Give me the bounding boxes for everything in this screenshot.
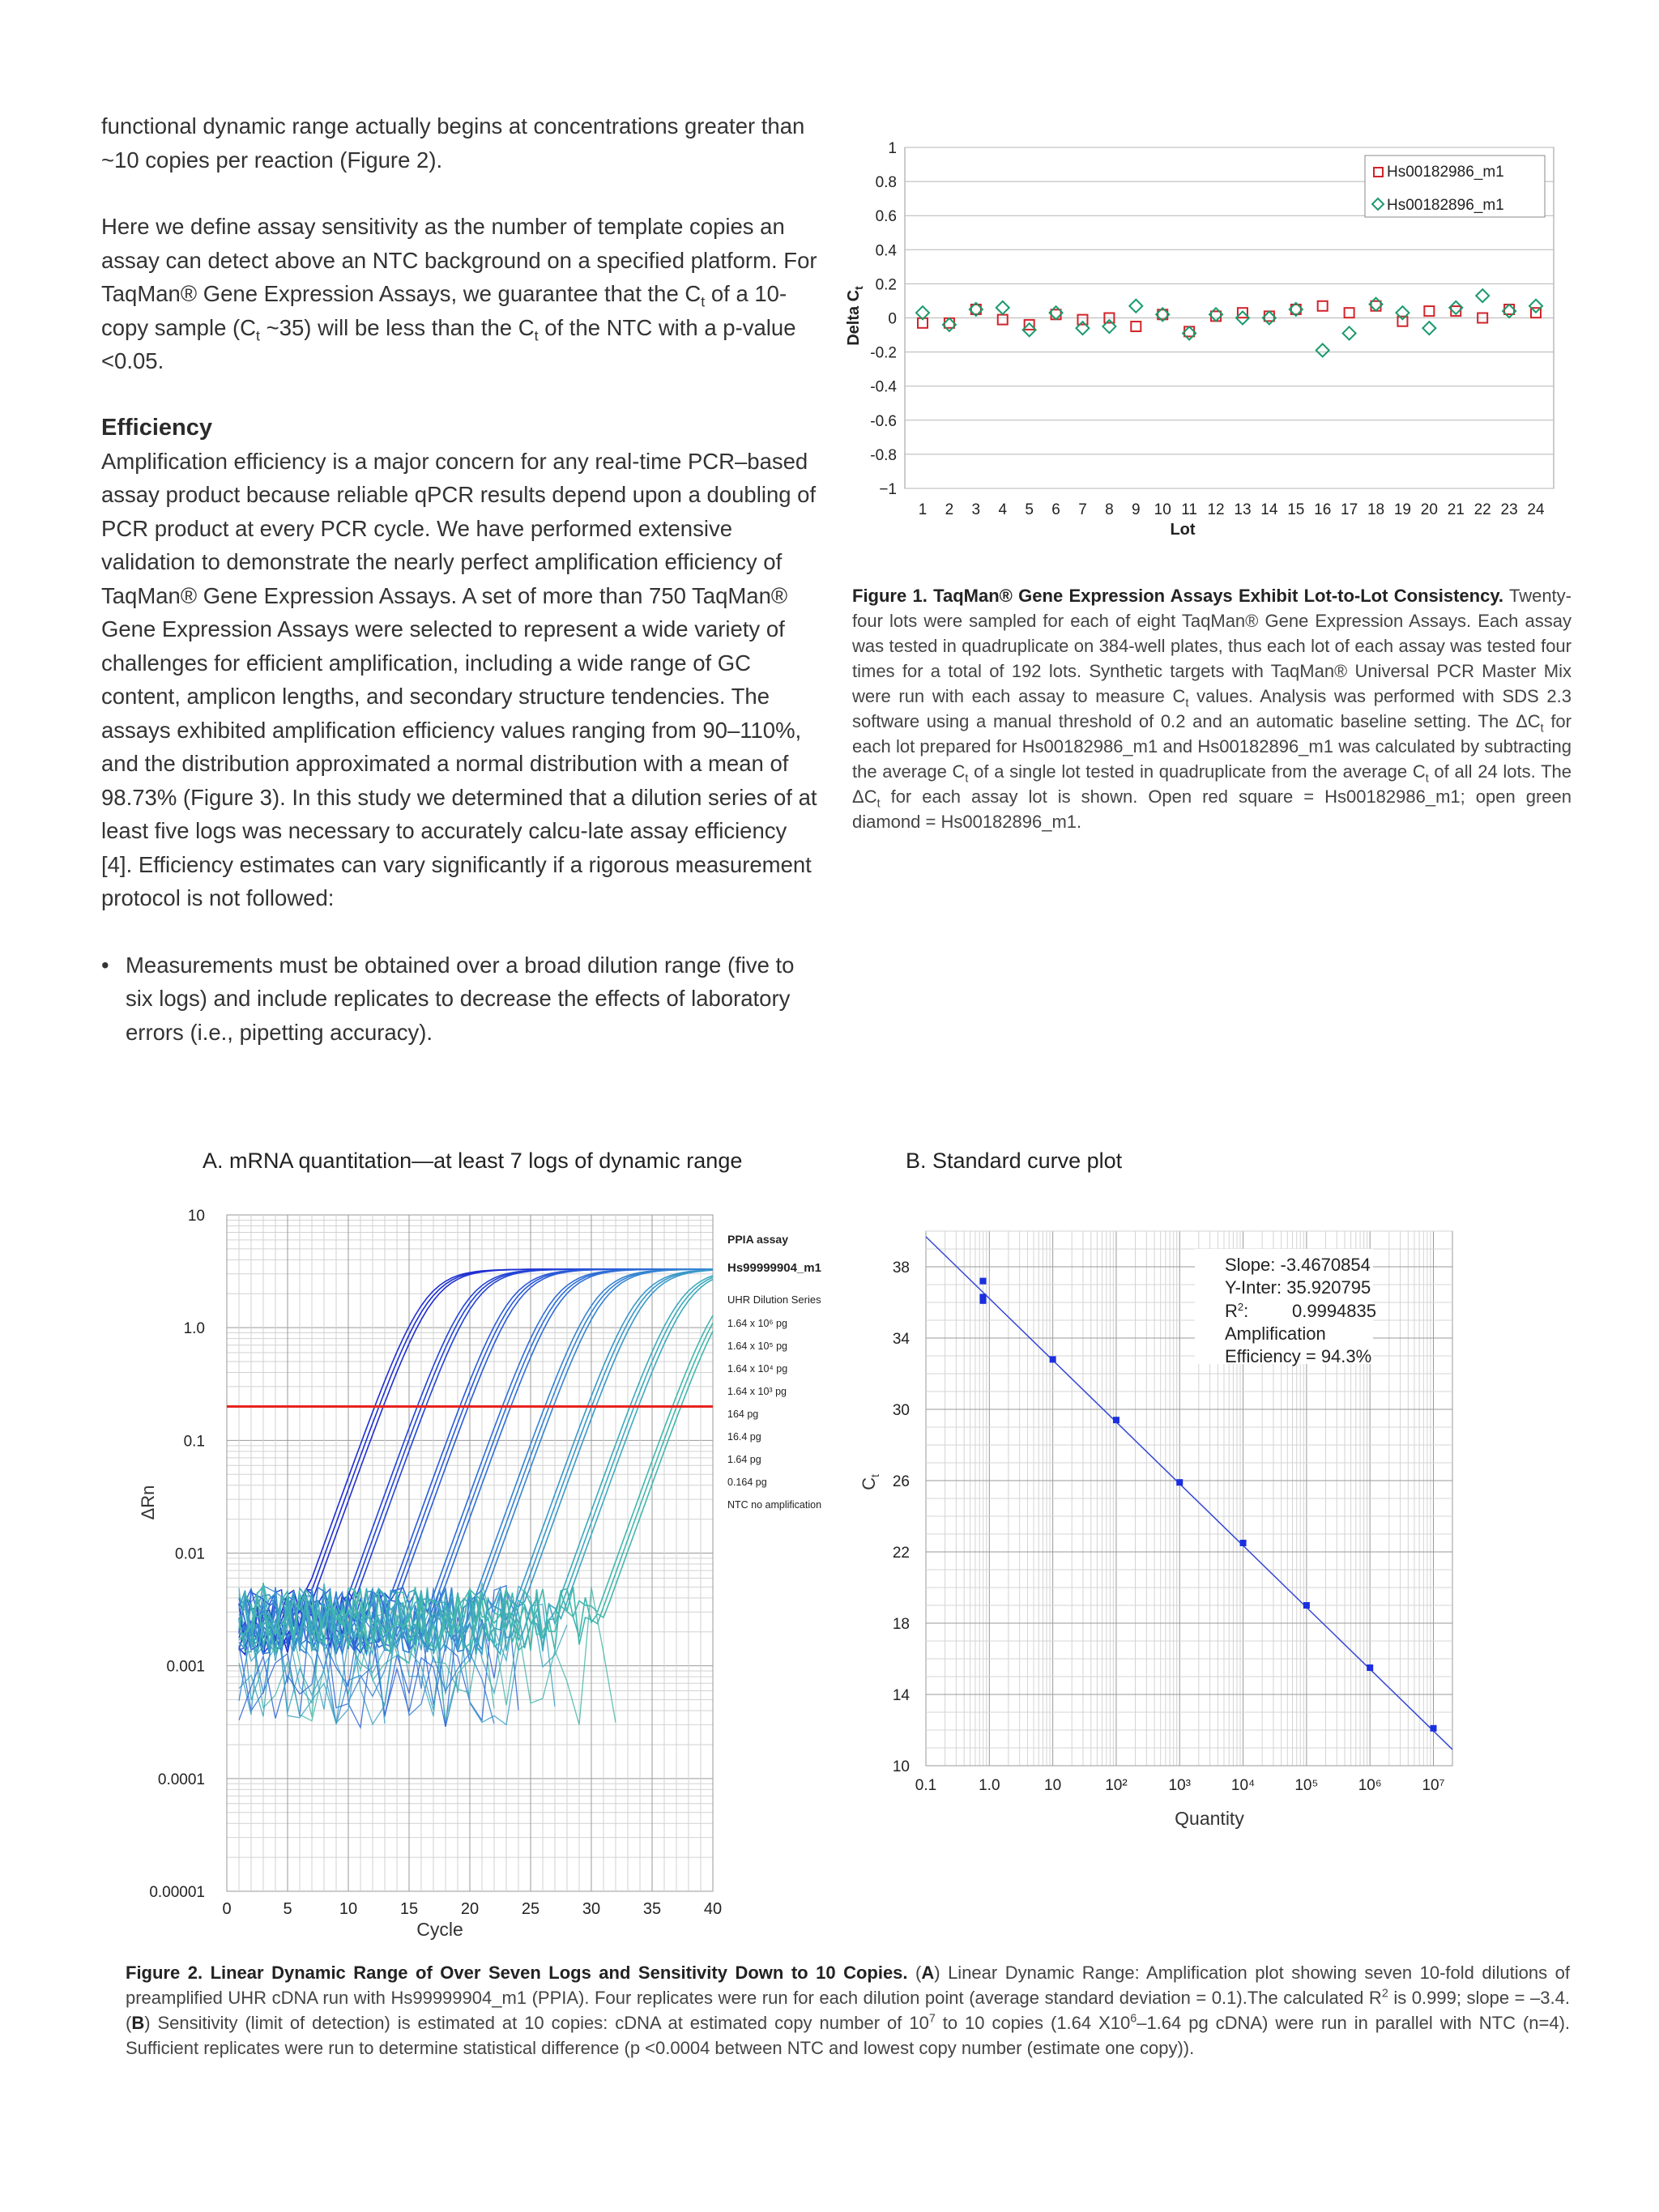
body-text-column: [101, 109, 824, 1049]
figure1-y-ticks: [870, 140, 897, 498]
x-tick-label: 1.0: [979, 1777, 1000, 1794]
legend-item: 0.164 pg: [727, 1477, 767, 1488]
figure1-y-label: Delta $C_t$: [845, 286, 865, 346]
bullet-marker: •: [101, 952, 109, 978]
x-tick-label: 24: [1527, 501, 1545, 518]
legend-item: 16.4 pg: [727, 1431, 761, 1443]
figure1-x-ticks: [919, 501, 1545, 518]
paragraph-efficiency: Amplification efficiency is a major concern for any real-time PCR–based assay product because reliable qPCR results depend upon a doubling of PCR product at every PCR cycle. We have performed extensive validation to demonstrate the nearly perfect amplification efficiency of TaqMan® Gene Expression Assays. A set of more than 750 TaqMan® Gene Expression Assays were selected to represent a wide variety of challenges for efficient amplification, including a wide range of GC content, amplicon lengths, and secondary structure tendencies. The assays exhibited amplification efficiency values ranging from 90–110%, and the distribution approximated a normal distribution with a mean of 98.73% (Figure 3). In this study we determined that a dilution series of at least five logs was necessary to accurately calcu-late assay efficiency [4]. Efficiency estimates can vary significantly if a rigorous measurement protocol is not followed:: [101, 448, 817, 910]
x-tick-label: 10⁶: [1358, 1777, 1382, 1794]
y-tick-label: 34: [892, 1331, 910, 1348]
data-point: [979, 1278, 986, 1285]
legend-item: 1.64 x 10⁵ pg: [727, 1340, 787, 1352]
annotation-intercept: Y-Inter: 35.920795: [1225, 1277, 1371, 1298]
x-tick-label: 30: [582, 1900, 601, 1918]
y-tick-label: 0.8: [875, 174, 897, 192]
figure2a-legend: [727, 1233, 821, 1511]
x-tick-label: 20: [1420, 501, 1438, 518]
x-tick-label: 40: [703, 1900, 723, 1918]
y-tick-label: −1: [879, 481, 897, 498]
y-tick-label: 38: [892, 1259, 910, 1276]
x-tick-label: 10: [339, 1900, 358, 1918]
data-point: [1431, 1725, 1437, 1732]
x-tick-label: 6: [1051, 501, 1060, 518]
y-tick-label: -0.2: [870, 344, 897, 362]
data-point: [1176, 1479, 1183, 1485]
x-tick-label: 3: [971, 501, 981, 518]
legend-assay: Hs99999904_m1: [727, 1261, 821, 1275]
legend-label-series2: Hs00182896_m1: [1387, 197, 1504, 214]
x-tick-label: 15: [399, 1900, 419, 1918]
x-tick-label: 15: [1287, 501, 1305, 518]
y-tick-label: 14: [892, 1687, 910, 1704]
figure2a-gridlines: [227, 1215, 713, 1891]
x-tick-label: 22: [1473, 501, 1491, 518]
y-tick-label: 18: [892, 1616, 910, 1633]
figure1-legend: [1365, 156, 1545, 217]
figure2a-y-label: ΔRn: [138, 1485, 158, 1520]
y-tick-label: -0.6: [870, 412, 897, 430]
x-tick-label: 17: [1341, 501, 1358, 518]
legend-items: [727, 1318, 821, 1511]
x-tick-label: 9: [1132, 501, 1141, 518]
x-tick-label: 25: [521, 1900, 540, 1918]
x-tick-label: 8: [1105, 501, 1114, 518]
x-tick-label: 10³: [1168, 1777, 1191, 1794]
annotation-efficiency-2: Efficiency = 94.3%: [1225, 1346, 1372, 1366]
y-tick-label: 0.0001: [157, 1771, 205, 1788]
figure2b-x-label: Quantity: [1175, 1808, 1244, 1829]
regression-annotation: [1195, 1249, 1376, 1366]
x-tick-label: 4: [998, 501, 1008, 518]
x-tick-label: 10: [1154, 501, 1171, 518]
figure1-caption: Figure 1. TaqMan® Gene Expression Assays Exhibit Lot-to-Lot Consistency. Twenty-four lots were sampled for each of eight TaqMan® Gene Expression Assays. Each assay was tested in quadruplicate on 384-well plates, thus each lot of each assay was tested four times for a total of 192 lots. Synthetic targets with TaqMan® Universal PCR Master Mix were run with each assay to measure $C_t$ values. Analysis was performed with SDS 2.3 software using a manual threshold of 0.2 and an automatic baseline setting. The $\Delta C_t$ for each lot prepared for Hs00182986_m1 and Hs00182896_m1 was calculated by subtracting the average $C_t$ of a single lot tested in quadruplicate from the average $C_t$ of all 24 lots. The $\Delta C_t$ for each assay lot is shown. Open red square = Hs00182986_m1; open green diamond = Hs00182896_m1.: [852, 586, 1572, 832]
figure2a-amplification-plot: [122, 1207, 851, 1952]
figure1-scatter-chart: [842, 130, 1563, 551]
x-tick-label: 14: [1260, 501, 1278, 518]
figure2-caption: Figure 2. Linear Dynamic Range of Over Seven Logs and Sensitivity Down to 10 Copies. (A) Linear Dynamic Range: Amplification plot showing seven 10-fold dilutions of preamplified UHR cDNA run with Hs99999904_m1 (PPIA). Four replicates were run for each dilution point (average standard deviation = 0.1).The calculated $R^2$ is 0.999; slope = –3.4. (B) Sensitivity (limit of detection) is estimated at 10 copies: cDNA at estimated copy number of $10^7$ to 10 copies (1.64 $X10^6-1.64$ pg cDNA) were run in parallel with NTC (n=4). Sufficient replicates were run to determine statistical difference (p <0.0004 between NTC and lowest copy number (estimate one copy)).: [126, 1963, 1571, 2058]
figure2b-y-label: $C_t$: [859, 1474, 881, 1490]
x-tick-label: 0: [222, 1900, 232, 1918]
heading-efficiency: Efficiency: [101, 414, 212, 441]
y-tick-label: 22: [892, 1545, 910, 1562]
x-tick-label: 5: [283, 1900, 292, 1918]
y-tick-label: 0.1: [183, 1433, 205, 1451]
y-tick-label: 0.6: [875, 208, 897, 226]
legend-item: 1.64 x 10⁶ pg: [727, 1318, 787, 1329]
figure2a-x-label: Cycle: [416, 1919, 463, 1940]
y-tick-label: 30: [892, 1402, 910, 1419]
x-tick-label: 35: [642, 1900, 662, 1918]
data-point: [1303, 1602, 1310, 1609]
x-tick-label: 10⁴: [1230, 1777, 1256, 1794]
x-tick-label: 18: [1367, 501, 1385, 518]
legend-item: 1.64 x 10³ pg: [727, 1386, 787, 1397]
x-tick-label: 20: [460, 1900, 480, 1918]
y-tick-label: 1.0: [183, 1320, 205, 1338]
annotation-slope: Slope: -3.4670854: [1225, 1255, 1371, 1275]
y-tick-label: 1: [888, 140, 897, 157]
data-point: [1367, 1664, 1373, 1671]
x-tick-label: 0.1: [915, 1777, 937, 1794]
data-point: [1240, 1540, 1247, 1546]
x-tick-label: 2: [945, 501, 954, 518]
y-tick-label: 0.00001: [149, 1884, 205, 1901]
figure2a-title: A. mRNA quantitation—at least 7 logs of dynamic range: [203, 1149, 743, 1173]
legend-series-title: UHR Dilution Series: [727, 1294, 821, 1306]
figure2b-standard-curve: [851, 1207, 1563, 1855]
x-tick-label: 10²: [1105, 1777, 1128, 1794]
legend-item: 1.64 pg: [727, 1454, 761, 1465]
y-tick-label: 0.2: [875, 276, 897, 294]
x-tick-label: 12: [1207, 501, 1225, 518]
legend-item: NTC no amplification: [727, 1499, 822, 1511]
y-tick-label: 0: [888, 310, 897, 328]
legend-title: PPIA assay: [727, 1233, 788, 1246]
x-tick-label: 19: [1393, 501, 1412, 518]
x-tick-label: 10⁵: [1294, 1777, 1319, 1794]
x-tick-label: 1: [918, 501, 928, 518]
paragraph-dynamic-range: functional dynamic range actually begins at concentrations greater than ~10 copies per reaction (Figure 2).: [101, 113, 805, 173]
y-tick-label: 10: [892, 1758, 910, 1775]
y-tick-label: -0.4: [870, 378, 897, 396]
x-tick-label: 13: [1234, 501, 1252, 518]
bullet-text: Measurements must be obtained over a broad dilution range (five to six logs) and include replicates to decrease the effects of laboratory errors (i.e., pipetting accuracy).: [126, 952, 795, 1045]
y-tick-label: 0.01: [175, 1545, 205, 1563]
x-tick-label: 5: [1025, 501, 1034, 518]
x-tick-label: 11: [1181, 501, 1197, 518]
figure1-x-label: Lot: [1170, 521, 1196, 539]
paragraph-sensitivity: Here we define assay sensitivity as the number of template copies an assay can detect above an NTC background on a specified platform. For TaqMan® Gene Expression Assays, we guarantee that the $C_t$ of a 10-copy sample ($C_t$ ~35) will be less than the $C_t$ of the NTC with a p-value <0.05.: [101, 214, 817, 373]
legend-item: 164 pg: [727, 1409, 759, 1420]
x-tick-label: 10⁷: [1422, 1777, 1445, 1794]
x-tick-label: 7: [1078, 501, 1087, 518]
legend-item: 1.64 x 10⁴ pg: [727, 1363, 788, 1375]
data-point: [1050, 1356, 1056, 1362]
x-tick-label: 10: [1044, 1777, 1062, 1794]
y-tick-label: 26: [892, 1473, 910, 1490]
data-point: [979, 1298, 986, 1304]
x-tick-label: 21: [1447, 501, 1465, 518]
x-tick-label: 16: [1314, 501, 1332, 518]
legend-label-series1: Hs00182986_m1: [1387, 164, 1504, 181]
annotation-r2: $R^2$: 0.9994835: [1225, 1301, 1376, 1321]
y-tick-label: 0.001: [166, 1658, 205, 1676]
bullet-item: [101, 948, 824, 1050]
y-tick-label: 10: [187, 1208, 205, 1225]
annotation-efficiency-1: Amplification: [1225, 1323, 1326, 1344]
y-tick-label: -0.8: [870, 446, 897, 464]
y-tick-label: 0.4: [875, 242, 897, 260]
data-point: [1113, 1417, 1120, 1423]
figure2b-title: B. Standard curve plot: [906, 1149, 1123, 1173]
x-tick-label: 23: [1500, 501, 1518, 518]
